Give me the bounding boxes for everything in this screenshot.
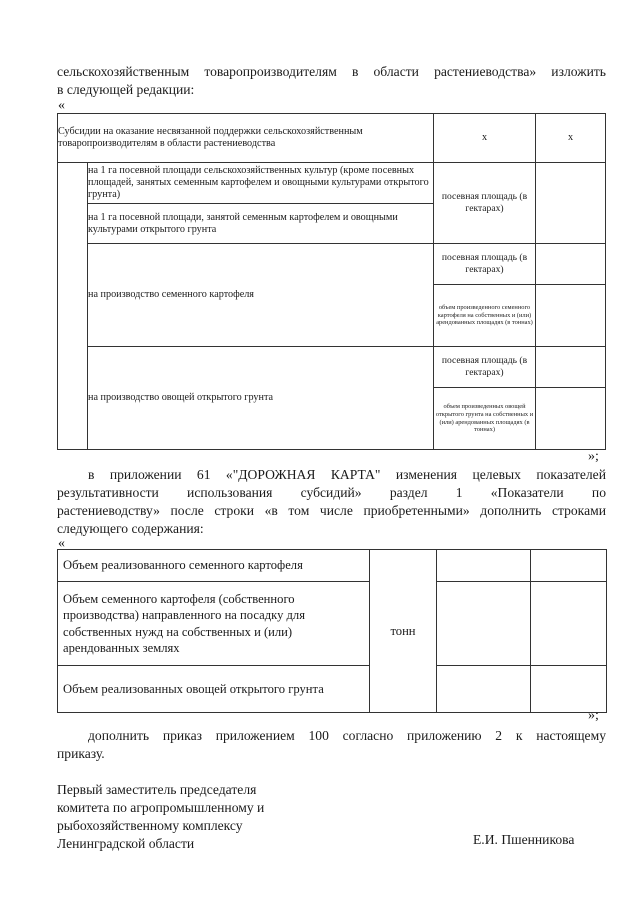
indicator-value-cell bbox=[531, 582, 607, 666]
intro-line-1: сельскохозяйственным товаропроизводителям в области растениеводства» изложить bbox=[57, 64, 606, 79]
para-2-line-1: в приложении 61 «"ДОРОЖНАЯ КАРТА" изменения целевых показателей bbox=[88, 467, 606, 482]
indicator-value-cell bbox=[437, 550, 531, 582]
indicators-table bbox=[57, 549, 607, 713]
para-3-line-1: дополнить приказ приложением 100 согласно приложению 2 к настоящему bbox=[88, 728, 606, 743]
subsidy-row-1 bbox=[58, 163, 606, 204]
subsidy-row-3-values bbox=[536, 244, 606, 347]
signature-title-line-2: комитета по агропромышленному и bbox=[57, 800, 265, 815]
indicator-realized-vegetables: Объем реализованных овощей открытого грунта bbox=[58, 666, 370, 713]
open-quote-1: « bbox=[58, 98, 65, 113]
signature-title-line-1: Первый заместитель председателя bbox=[57, 782, 257, 797]
subsidy-row-1-label: на 1 га посевной площади сельскохозяйственных культур (кроме посевных площадей, занятых семенным картофелем и овощными культурами открытого грунта) bbox=[88, 163, 434, 204]
subsidy-row-4 bbox=[58, 347, 606, 450]
indicators-row-1 bbox=[58, 550, 607, 582]
indicator-value-cell bbox=[437, 666, 531, 713]
row-4-unit-area: посевная площадь (в гектарах) bbox=[434, 347, 535, 388]
subsidy-row-3-label: на производство семенного картофеля bbox=[88, 244, 434, 347]
indicator-value-cell bbox=[531, 666, 607, 713]
subsidy-header-x1: х bbox=[434, 114, 536, 163]
indicator-value-cell bbox=[531, 550, 607, 582]
subsidy-row-4-units bbox=[434, 347, 536, 450]
subsidy-row-4-values bbox=[536, 347, 606, 450]
subsidy-row-2-label: на 1 га посевной площади, занятой семенным картофелем и овощными культурами открытого грунта bbox=[88, 204, 434, 244]
indicator-planted-seed-potatoes: Объем семенного картофеля (собственного производства) направленного на посадку для собственных нужд на собственных и (или) арендованных землях bbox=[58, 582, 370, 666]
subsidy-indent-cell bbox=[58, 163, 88, 450]
para-3-line-2: приказу. bbox=[57, 746, 105, 761]
indicators-row-3 bbox=[58, 666, 607, 713]
subsidy-value-cell bbox=[536, 163, 606, 244]
row-3-value-area bbox=[536, 244, 605, 285]
intro-line-2: в следующей редакции: bbox=[57, 82, 195, 97]
row-4-value-area bbox=[536, 347, 605, 388]
indicator-unit: тонн bbox=[370, 550, 437, 713]
close-quote-2: »; bbox=[588, 708, 599, 723]
indicator-realized-seed-potatoes: Объем реализованного семенного картофеля bbox=[58, 550, 370, 582]
para-2-line-3: растениеводству» после строки «в том числе приобретенными» дополнить строками bbox=[57, 503, 606, 518]
subsidy-unit-area: посевная площадь (в гектарах) bbox=[434, 163, 536, 244]
subsidy-table-header-row bbox=[58, 114, 606, 163]
subsidy-header-x2: х bbox=[536, 114, 606, 163]
signature-title-line-3: рыбохозяйственному комплексу bbox=[57, 818, 243, 833]
row-3-value-volume bbox=[536, 285, 605, 346]
subsidy-row-4-label: на производство овощей открытого грунта bbox=[88, 347, 434, 450]
indicators-row-2 bbox=[58, 582, 607, 666]
open-quote-2: « bbox=[58, 536, 65, 551]
row-4-value-volume bbox=[536, 388, 605, 449]
subsidy-header-label: Субсидии на оказание несвязанной поддержки сельскохозяйственным товаропроизводителям в области растениеводства bbox=[58, 114, 434, 163]
row-3-unit-area: посевная площадь (в гектарах) bbox=[434, 244, 535, 285]
close-quote-1: »; bbox=[588, 449, 599, 464]
para-2-line-2: результативности использования субсидий» раздел 1 «Показатели по bbox=[57, 485, 606, 500]
row-4-unit-volume: объем произведенных овощей открытого грунта на собственных и (или) арендованных площадях (в тоннах) bbox=[435, 403, 534, 434]
para-2-line-4: следующего содержания: bbox=[57, 521, 204, 536]
subsidy-table bbox=[57, 113, 606, 450]
signature-title-line-4: Ленинградской области bbox=[57, 836, 195, 851]
subsidy-row-3-units bbox=[434, 244, 536, 347]
signatory-name: Е.И. Пшенникова bbox=[473, 832, 575, 847]
indicator-value-cell bbox=[437, 582, 531, 666]
subsidy-row-3 bbox=[58, 244, 606, 347]
row-3-unit-volume: объем произведенного семенного картофеля на собственных и (или) арендованных площадях (в тоннах) bbox=[436, 304, 533, 327]
